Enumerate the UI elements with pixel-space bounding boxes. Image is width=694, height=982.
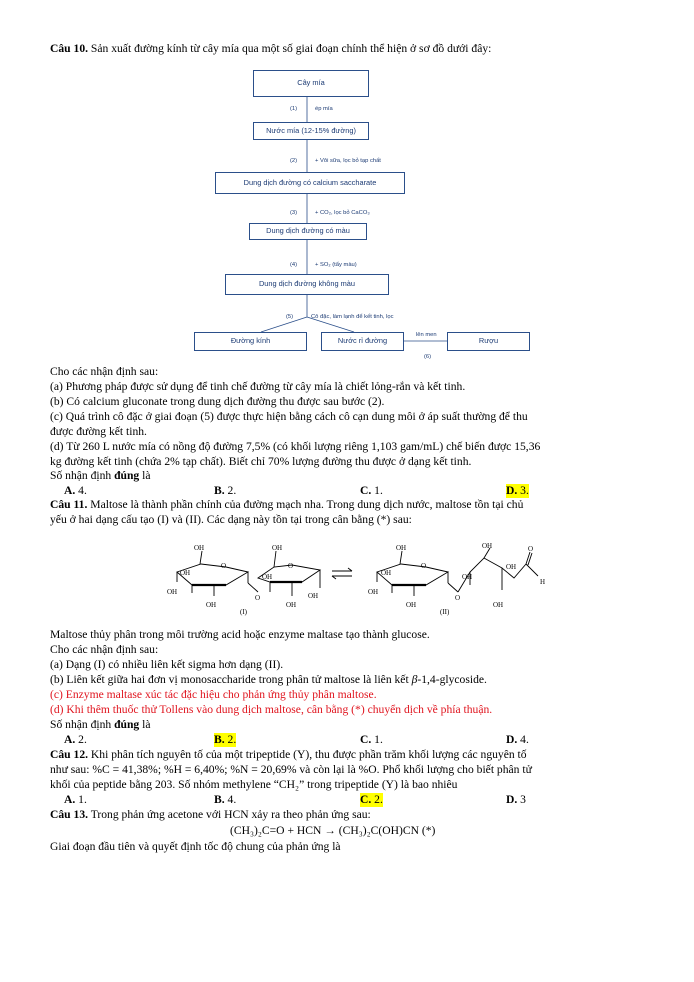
box-cane-juice: Nước mía (12-15% đường) — [253, 122, 369, 140]
step3-label: + CO₂, lọc bỏ CaCO₃ — [315, 210, 370, 216]
step2-label: + Vôi sữa, lọc bỏ tạp chất — [315, 158, 381, 164]
form1-oh-ring1-bottom: OH — [206, 601, 217, 609]
q11-statement-d: (d) Khi thêm thuốc thử Tollens vào dung dịch maltose, cân bằng (*) chuyển dịch về phía thuận. — [50, 703, 493, 716]
q10-statement-b: (b) Có calcium gluconate trong dung dịch đường thu được sau bước (2). — [50, 395, 385, 408]
step4-number: (4) — [290, 262, 298, 268]
q10-stem: Câu 10. Sản xuất đường kính từ cây mía qua một số giai đoạn chính thể hiện ở sơ đồ dưới đây: — [50, 42, 492, 55]
form1-o-ring1: O — [221, 562, 227, 570]
q10-statement-c: (c) Quá trình cô đặc ở giai đoạn (5) được thực hiện bằng cách cô cạn dung môi ở áp suất thường để thu — [50, 410, 528, 423]
box-colored-solution: Dung dịch đường có màu — [249, 223, 367, 240]
step3-number: (3) — [290, 210, 298, 216]
form1-oh-ring2-right: OH — [308, 592, 319, 600]
q10-number: Câu 10. — [50, 42, 89, 55]
form2-oh-ring-left: OH — [368, 588, 379, 596]
q10-statement-d: (d) Từ 260 L nước mía có nồng độ đường 7,5% (có khối lượng riêng 1,103 gam/mL) chế biến được 15,36 — [50, 440, 541, 453]
q10-option-d-highlighted[interactable]: D. 3. — [506, 484, 529, 497]
step5-label: Cô đặc, làm lạnh để kết tinh, lọc — [311, 314, 394, 320]
q13-number: Câu 13. — [50, 808, 89, 821]
q10-statement-d-cont: kg đường kết tinh (chứa 2% tạp chất). Biết chỉ 70% lượng đường thu được ở dạng kết tinh. — [50, 455, 472, 468]
q11-option-a[interactable]: A. 2. — [64, 733, 87, 746]
form2-label: (II) — [440, 608, 450, 616]
box-sugarcane: Cây mía — [253, 70, 369, 97]
form1-o-ring2: O — [288, 562, 294, 570]
form2-oh-chain-bottom: OH — [493, 601, 504, 609]
q10-statement-c-cont: được đường kết tinh. — [50, 425, 147, 438]
form1-oh-ring1-inner: OH — [180, 569, 191, 577]
q12-option-c-highlighted[interactable]: C. 2. — [360, 793, 383, 806]
box-colorless-solution: Dung dịch đường không màu — [225, 274, 389, 295]
q11-stem-cont: yếu ở hai dạng cấu tạo (I) và (II). Các dạng này tồn tại trong cân bằng (*) sau: — [50, 513, 412, 526]
form2-oh-chain-top: OH — [482, 542, 493, 550]
box-calcium-saccharate: Dung dịch đường có calcium saccharate — [215, 172, 405, 194]
box-alcohol: Rượu — [447, 332, 530, 351]
form2-glycosidic-o: O — [455, 594, 461, 602]
form1-glycosidic-o: O — [255, 594, 261, 602]
box-molasses: Nước rỉ đường — [321, 332, 404, 351]
form2-aldehyde-o: O — [528, 545, 534, 553]
form1-label: (I) — [240, 608, 247, 616]
q11-number: Câu 11. — [50, 498, 88, 511]
form1-oh-ring2-inner: OH — [262, 573, 273, 581]
q13-stem: Câu 13. Trong phản ứng acetone với HCN xảy ra theo phản ứng sau: — [50, 808, 371, 821]
q12-stem: Câu 12. Khi phân tích nguyên tố của một tripeptide (Y), thu được phần trăm khối lượng các nguyên tố — [50, 748, 527, 761]
q11-option-d[interactable]: D. 4. — [506, 733, 529, 746]
q11-option-c[interactable]: C. 1. — [360, 733, 383, 746]
step6-label: lên men — [416, 332, 437, 338]
q12-option-b[interactable]: B. 4. — [214, 793, 237, 806]
q11-stem: Câu 11. Maltose là thành phần chính của đường mạch nha. Trong dung dịch nước, maltose tồn tại chủ — [50, 498, 524, 511]
form2-oh-chain-mid: OH — [506, 563, 517, 571]
q11-statement-b: (b) Liên kết giữa hai đơn vị monosaccharide trong phân tử maltose là liên kết β-1,4-glycoside. — [50, 673, 487, 686]
step2-number: (2) — [290, 158, 298, 164]
box-refined-sugar: Đường kính — [194, 332, 307, 351]
q10-option-b[interactable]: B. 2. — [214, 484, 237, 497]
q10-option-c[interactable]: C. 1. — [360, 484, 383, 497]
q11-line1: Maltose thủy phân trong môi trường acid hoặc enzyme maltase tạo thành glucose. — [50, 628, 430, 641]
form2-o-ring: O — [421, 562, 427, 570]
step5-number: (5) — [286, 314, 294, 320]
q13-line: Giai đoạn đầu tiên và quyết định tốc độ chung của phản ứng là — [50, 840, 341, 853]
form1-oh-ring1-left: OH — [167, 588, 178, 596]
step1-label: ép mía — [315, 106, 333, 112]
q12-option-d[interactable]: D. 3 — [506, 793, 526, 806]
q13-equation: (CH₃)₂C=O + HCN → (CH₃)₂C(OH)CN (*) — [230, 824, 436, 837]
form1-oh-top-left: OH — [194, 544, 205, 552]
q12-stem-cont1: như sau: %C = 41,38%; %H = 6,40%; %N = 20,69% và còn lại là %O. Phổ khối lượng cho biết phân tử — [50, 763, 532, 776]
q12-stem-cont2: khối của peptide bằng 203. Số nhóm methylene “CH₂” trong tripeptide (Y) là bao nhiêu — [50, 778, 458, 791]
q11-statement-a: (a) Dạng (I) có nhiều liên kết sigma hơn dạng (II). — [50, 658, 284, 671]
step1-number: (1) — [290, 106, 298, 112]
q11-intro: Cho các nhận định sau: — [50, 643, 159, 656]
q10-intro: Cho các nhận định sau: — [50, 365, 159, 378]
form2-oh-ring-inner: OH — [381, 569, 392, 577]
q10-statement-a: (a) Phương pháp được sử dụng để tinh chế đường từ cây mía là chiết lỏng-rắn và kết tinh. — [50, 380, 466, 393]
q11-statement-c: (c) Enzyme maltase xúc tác đặc hiệu cho phản ứng thủy phân maltose. — [50, 688, 377, 701]
q11-ask: Số nhận định đúng là — [50, 718, 151, 731]
q12-option-a[interactable]: A. 1. — [64, 793, 87, 806]
form2-oh-ring-bottom: OH — [406, 601, 417, 609]
q10-option-a[interactable]: A. 4. — [64, 484, 87, 497]
form1-oh-ring2-bottom: OH — [286, 601, 297, 609]
step4-label: + SO₂ (tẩy màu) — [315, 262, 357, 268]
form2-oh-chain-inner: OH — [462, 573, 473, 581]
q10-ask: Số nhận định đúng là — [50, 469, 151, 482]
form2-oh-top-left: OH — [396, 544, 407, 552]
q12-number: Câu 12. — [50, 748, 89, 761]
form2-aldehyde-h: H — [540, 578, 546, 586]
q11-option-b-highlighted[interactable]: B. 2. — [214, 733, 237, 746]
step6-number: (6) — [424, 354, 432, 360]
form1-oh-top-right: OH — [272, 544, 283, 552]
